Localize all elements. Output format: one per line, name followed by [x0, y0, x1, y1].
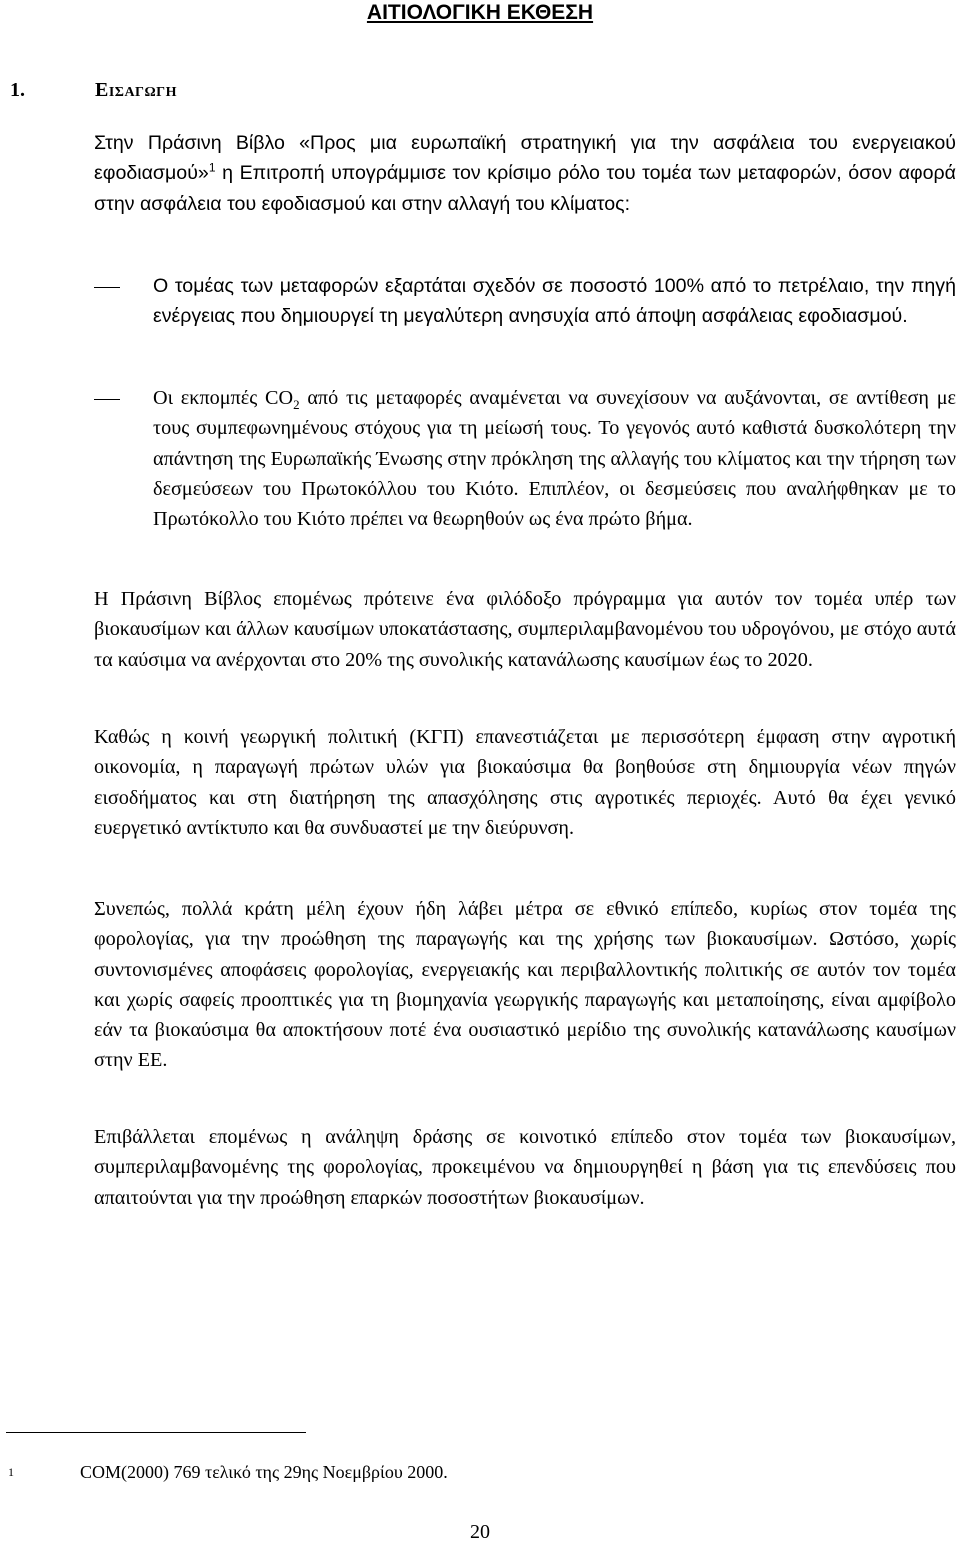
paragraph: Η Πράσινη Βίβλος επομένως πρότεινε ένα φιλόδοξο πρόγραμμα για αυτόν τον τομέα υπέρ των βιοκαυσίμων και άλλων καυσίμων υποκατάστασης, συμπεριλαμβανομένου του υδρογόνου, με στόχο αυτά τα καύσιμα να ανέρχονται στο 20% της συνολικής κατανάλωσης καυσίμων έως το 2020.: [94, 588, 956, 671]
bullet-item: [153, 383, 956, 534]
footnote-reference: 1: [208, 160, 216, 175]
footnote: [8, 1460, 448, 1484]
section-number: 1.: [10, 79, 25, 101]
intro-paragraph: [94, 128, 956, 219]
section-heading: [10, 77, 177, 103]
paragraph: Επιβάλλεται επομένως η ανάληψη δράσης σε κοινοτικό επίπεδο στον τομέα των βιοκαυσίμων, συμπεριλαμβανομένης της φορολογίας, προκειμένου να δημιουργηθεί η βάση για τις επενδύσεις που απαιτούνται για την προώθηση επαρκών ποσοστήτων βιοκαυσίμων.: [94, 1126, 956, 1209]
footnote-mark: 1: [8, 1465, 14, 1479]
subscript-2: 2: [293, 397, 300, 413]
document-title: ΑΙΤΙΟΛΟΓΙΚΗ ΕΚΘΕΣΗ: [366, 1, 594, 24]
footnote-divider: [6, 1432, 306, 1433]
intro-text-part2: η Επιτροπή υπογράμμισε τον κρίσιμο ρόλο του τομέα των μεταφορών, όσον αφορά στην ασφάλεια του εφοδιασμού και στην αλλαγή του κλίματος:: [94, 162, 956, 215]
section-name: Εισαγωγη: [95, 79, 177, 101]
paragraph: Καθώς η κοινή γεωργική πολιτική (ΚΓΠ) επανεστιάζεται με περισσότερη έμφαση στην αγροτική οικονομία, η παραγωγή πρώτων υλών για βιοκαύσιμα θα βοηθούσε στη δημιουργία νέων πηγών εισοδήματος και στη διατήρηση της απασχόλησης στις αγροτικές περιοχές. Αυτό θα έχει γενικό ευεργετικό αντίκτυπο και θα συνδυαστεί με την διεύρυνση.: [94, 726, 956, 839]
bullet-dash: [94, 399, 120, 400]
intro-text-part1: Στην Πράσινη Βίβλο «Προς μια ευρωπαϊκή στρατηγική για την ασφάλεια του ενεργειακού εφοδιασμού»: [94, 132, 956, 185]
footnote-text: COM(2000) 769 τελικό της 29ης Νοεμβρίου 2000.: [80, 1462, 448, 1482]
page-number: 20: [470, 1521, 490, 1543]
bullet-text-post: από τις μεταφορές αναμένεται να συνεχίσουν να αυξάνονται, σε αντίθεση με τους συμπεφωνημένους στόχους για τη μείωσή τους. Το γεγονός αυτό καθιστά δυσκολότερη την απάντηση της Ευρωπαϊκής Ένωσης στην πρόκληση της αλλαγής του κλίματος και την τήρηση των δεσμεύσεων του Πρωτοκόλλου του Κιότο. Επιπλέον, οι δεσμεύσεις που αναλήφθηκαν με το Πρωτόκολλο του Κιότο πρέπει να θεωρηθούν ως ένα πρώτο βήμα.: [153, 387, 957, 531]
bullet-text-pre: Οι εκπομπές CO: [153, 387, 294, 409]
paragraph: Συνεπώς, πολλά κράτη μέλη έχουν ήδη λάβει μέτρα σε εθνικό επίπεδο, κυρίως στον τομέα της φορολογίας, για την προώθηση της παραγωγής και της χρήσης των βιοκαυσίμων. Ωστόσο, χωρίς συντονισμένες αποφάσεις φορολογίας, ενεργειακής και περιβαλλοντικής πολιτικής σε αυτόν τον τομέα και χωρίς σαφείς προοπτικές για τη βιομηχανία γεωργικής παραγωγής και μεταποίησης, είναι αμφίβολο εάν τα βιοκαύσιμα θα αποκτήσουν ποτέ ένα ουσιαστικό μερίδιο της συνολικής κατανάλωσης καυσίμων στην ΕΕ.: [94, 898, 956, 1072]
bullet-dash: [94, 287, 120, 288]
bullet-item: Ο τομέας των μεταφορών εξαρτάται σχεδόν σε ποσοστό 100% από το πετρέλαιο, την πηγή ενέργειας που δημιουργεί τη μεγαλύτερη ανησυχία από άποψη ασφάλειας εφοδιασμού.: [153, 275, 956, 328]
